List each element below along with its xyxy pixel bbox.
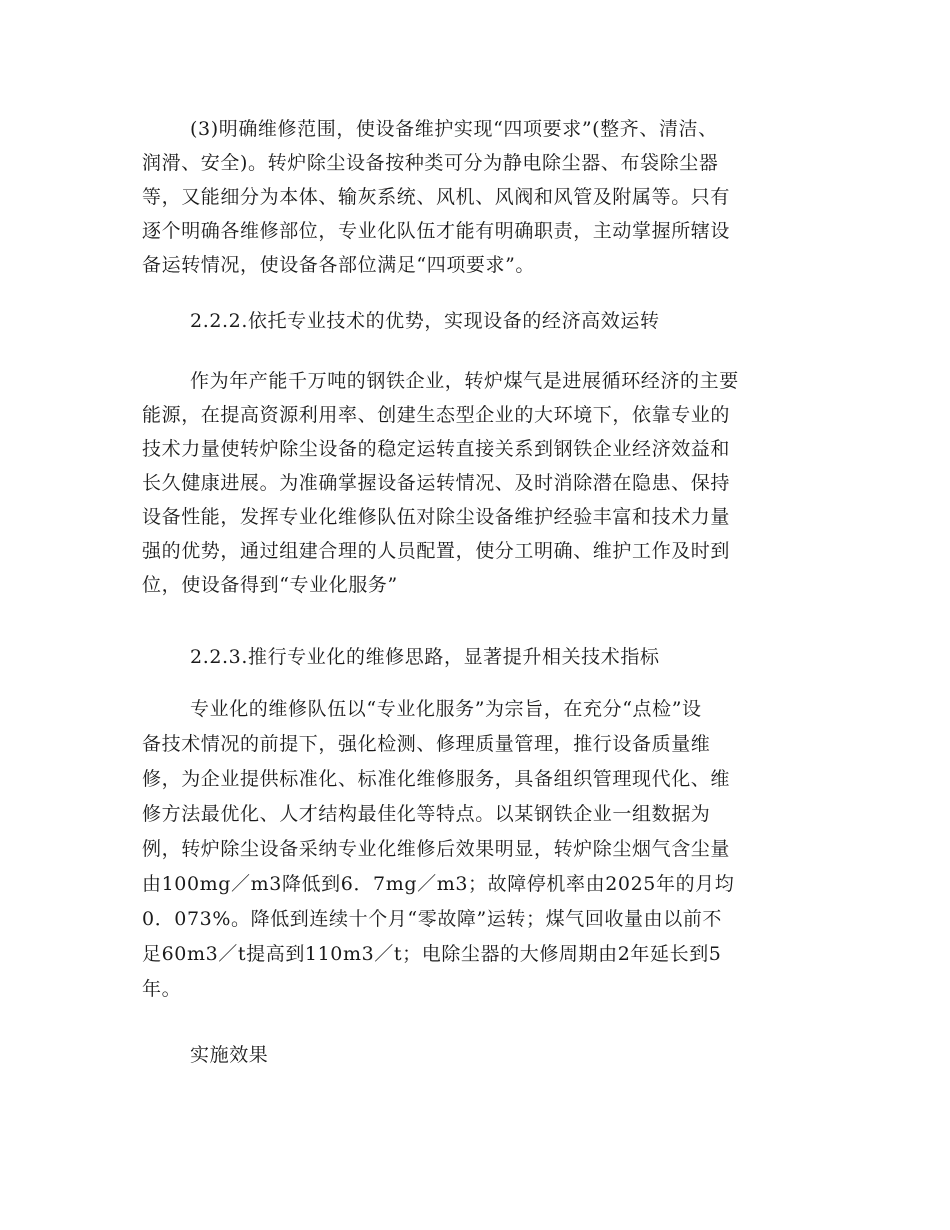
paragraph-line: 技术力量使转炉除尘设备的稳定运转直接关系到钢铁企业经济效益和 xyxy=(142,438,731,460)
section-heading-effect: 实施效果 xyxy=(190,1044,269,1066)
paragraph-line: 修，为企业提供标准化、标准化维修服务，具备组织管理现代化、维 xyxy=(142,768,731,790)
paragraph-line: 例，转炉除尘设备采纳专业化维修后效果明显，转炉除尘烟气含尘量 xyxy=(142,838,731,860)
paragraph-line: 专业化的维修队伍以“专业化服务”为宗旨，在充分“点检”设 xyxy=(190,698,702,720)
paragraph-line: 逐个明确各维修部位，专业化队伍才能有明确职责，主动掌握所辖设 xyxy=(142,220,731,242)
paragraph-line: 修方法最优化、人才结构最佳化等特点。以某钢铁企业一组数据为 xyxy=(142,803,711,825)
paragraph-line: 设备性能，发挥专业化维修队伍对除尘设备维护经验丰富和技术力量 xyxy=(142,506,731,528)
paragraph-line: 强的优势，通过组建合理的人员配置，使分工明确、维护工作及时到 xyxy=(142,540,731,562)
paragraph-line: 长久健康进展。为准确掌握设备运转情况、及时消除潜在隐患、保持 xyxy=(142,472,731,494)
section-heading-2-2-2: 2.2.2.依托专业技术的优势，实现设备的经济高效运转 xyxy=(190,310,660,332)
paragraph-line: 年。 xyxy=(142,978,182,1000)
paragraph-line: 位，使设备得到“专业化服务” xyxy=(142,574,398,596)
paragraph-line: 润滑、安全)。转炉除尘设备按种类可分为静电除尘器、布袋除尘器 xyxy=(142,152,719,174)
paragraph-line: 备技术情况的前提下，强化检测、修理质量管理，推行设备质量维 xyxy=(142,733,711,755)
paragraph-line: 能源，在提高资源利用率、创建生态型企业的大环境下，依靠专业的 xyxy=(142,404,731,426)
paragraph-line: 0．073%。降低到连续十个月“零故障”运转；煤气回收量由以前不 xyxy=(142,908,723,930)
paragraph-line: (3)明确维修范围，使设备维护实现“四项要求”(整齐、清洁、 xyxy=(190,118,718,140)
paragraph-line: 备运转情况，使设备各部位满足“四项要求”。 xyxy=(142,254,536,276)
paragraph-line: 由100mg／m3降低到6．7mg／m3；故障停机率由2025年的月均 xyxy=(142,873,735,895)
paragraph-line: 作为年产能千万吨的钢铁企业，转炉煤气是进展循环经济的主要 xyxy=(190,370,739,392)
section-heading-2-2-3: 2.2.3.推行专业化的维修思路，显著提升相关技术指标 xyxy=(190,646,660,668)
paragraph-line: 等，又能细分为本体、输灰系统、风机、风阀和风管及附属等。只有 xyxy=(142,186,731,208)
paragraph-line: 足60m3／t提高到110m3／t；电除尘器的大修周期由2年延长到5 xyxy=(142,943,722,965)
